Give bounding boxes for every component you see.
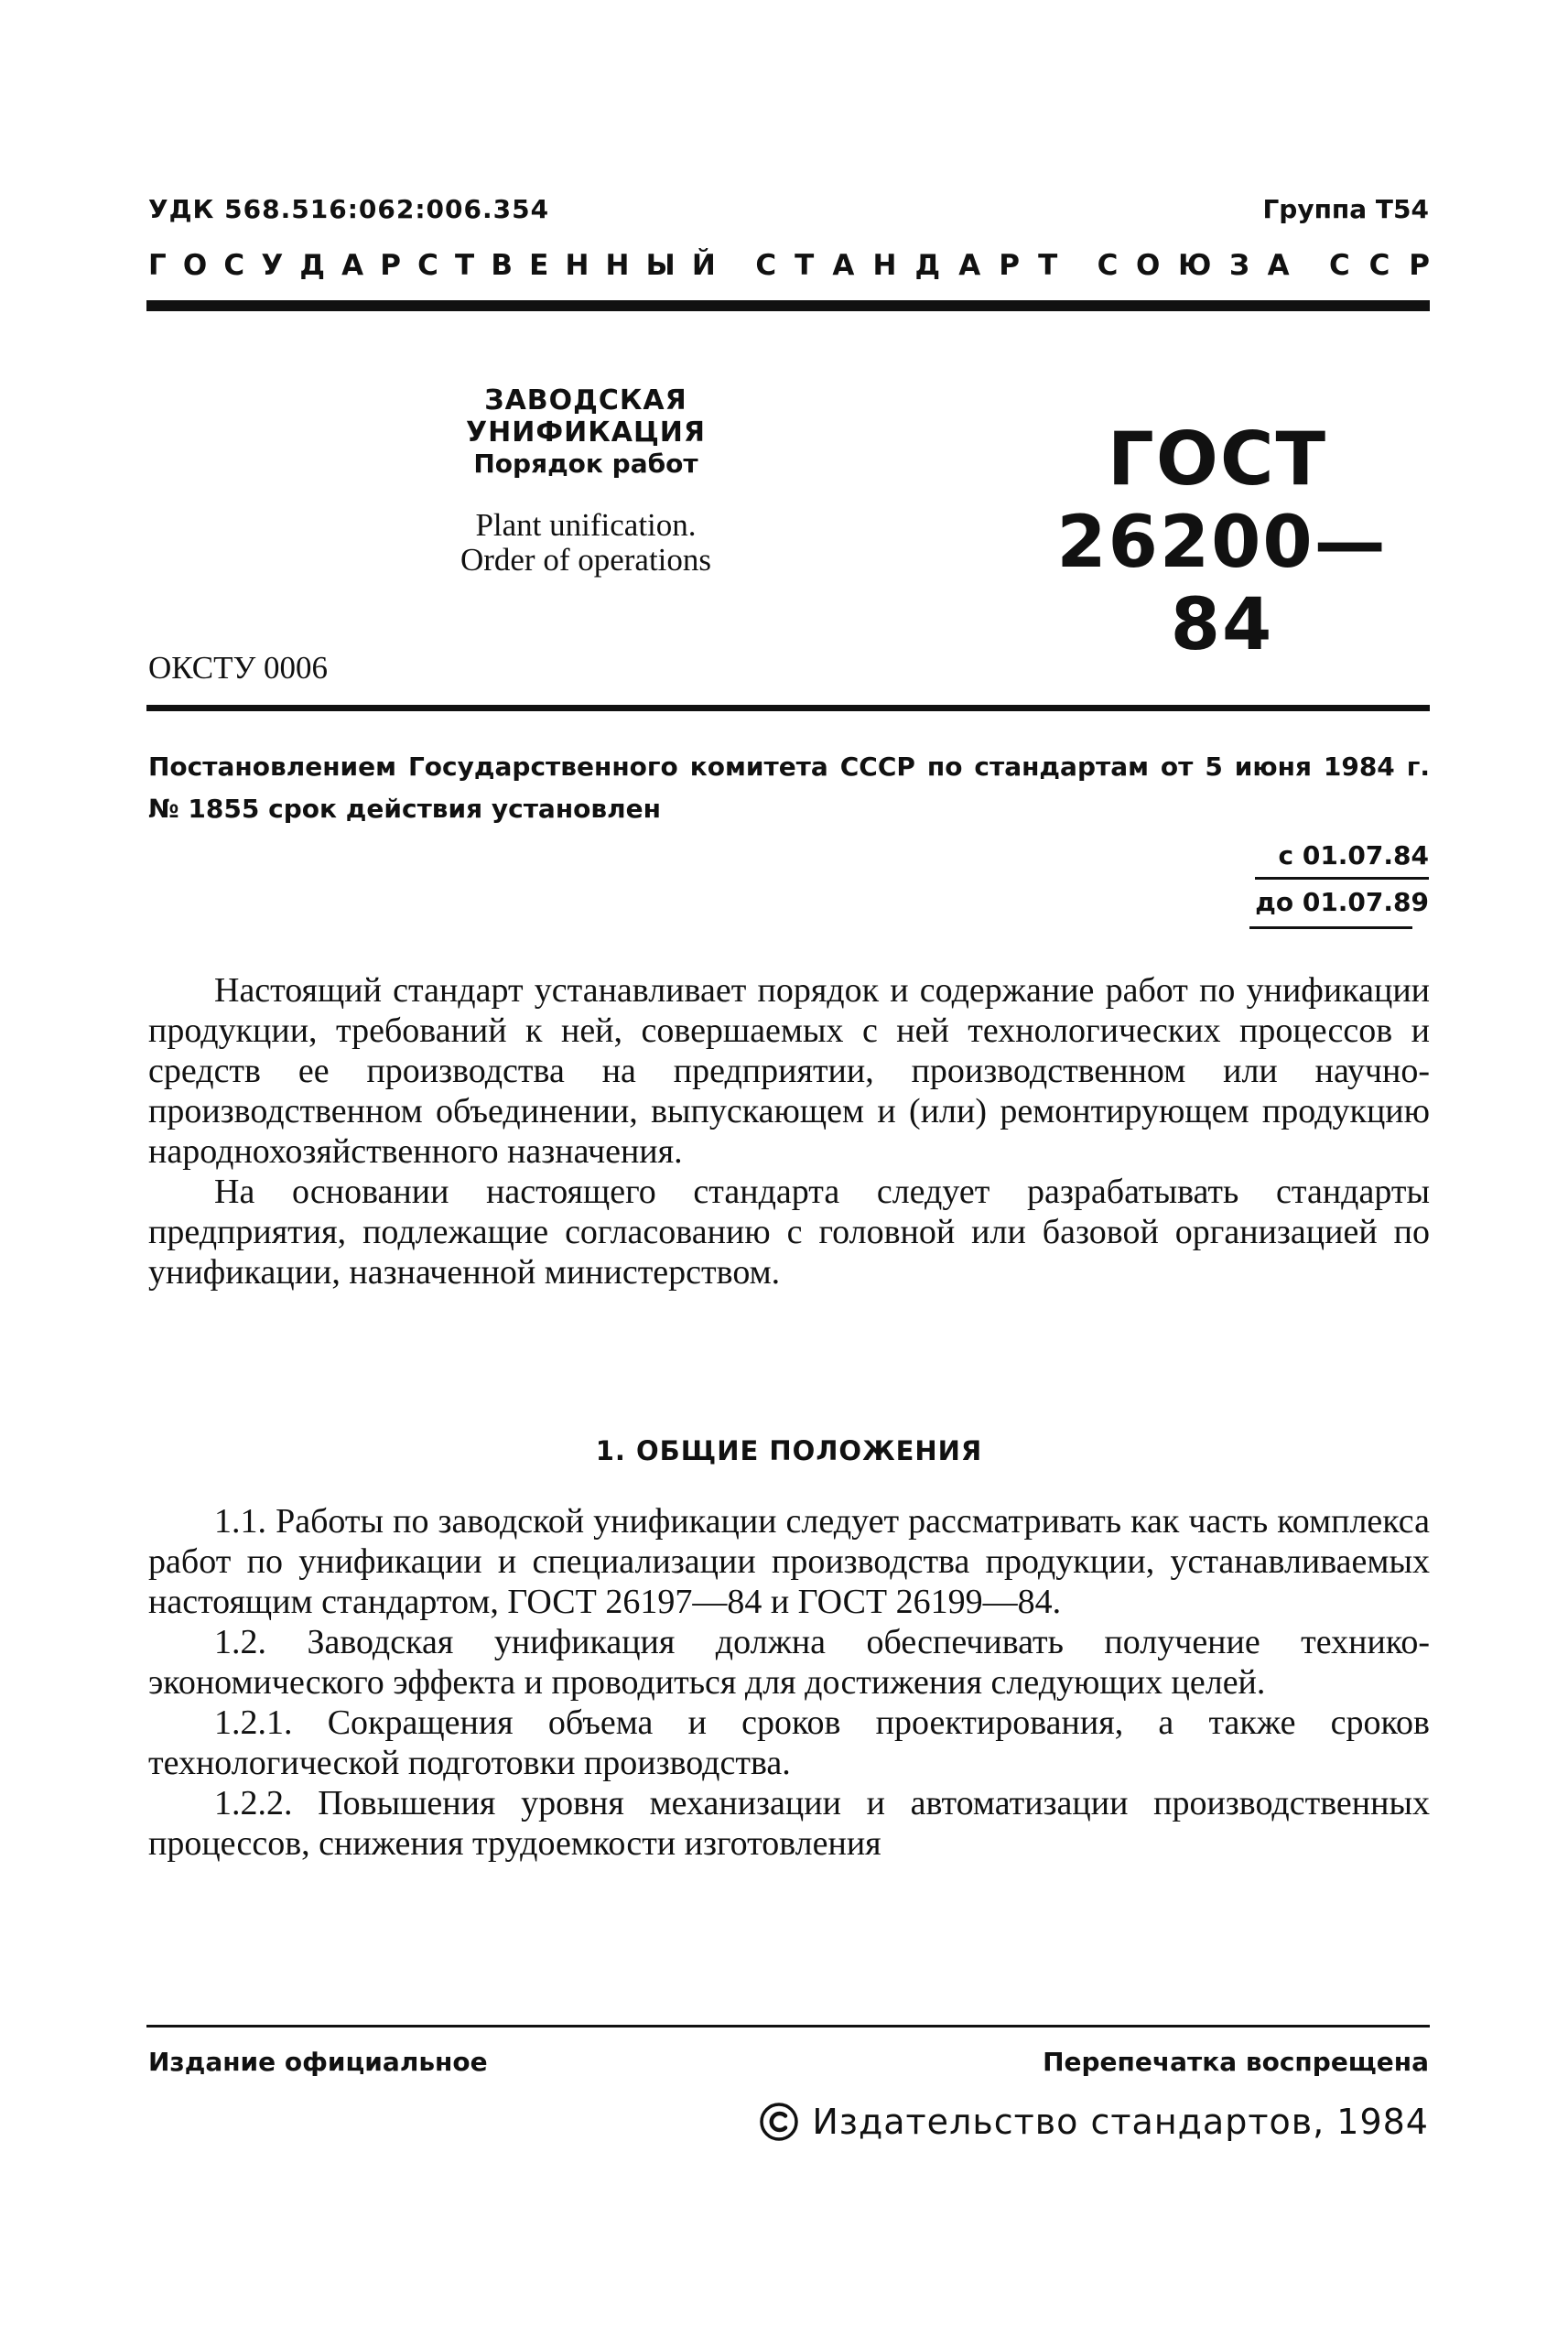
intro-section [148,970,1430,1292]
banner-letter: А [341,249,364,282]
banner-letter: С [417,249,438,282]
udk-code: УДК 568.516:062:006.354 [148,194,550,224]
document-subtitle-ru: Порядок работ [473,449,698,479]
reprint-note: Перепечатка воспрещена [1043,2047,1429,2077]
banner-letter: Ы [645,249,676,282]
banner-letter: Й [691,249,716,282]
header-divider [146,300,1430,311]
banner-letter: У [261,249,284,282]
section-paragraph: 1.2. Заводская унификация должна обеспечивать получение технико-экономического эффекта и проводиться для достижения следующих целей. [148,1623,1430,1702]
dates-underline [1249,926,1412,929]
banner-word-standard [755,249,1057,282]
footer-divider [146,2025,1430,2028]
banner-letter: С [223,249,245,282]
banner-letter: Н [605,249,630,282]
banner-word-union [1098,249,1290,282]
banner-letter: Т [455,249,475,282]
gost-number: 26200—84 [1056,502,1388,666]
banner-letter: С [1097,249,1119,282]
validity-dates [1255,835,1429,924]
group-code: Группа Т54 [1262,194,1429,224]
banner-letter: Г [148,249,167,282]
banner-letter: Ю [1178,249,1212,282]
gost-label: ГОСТ [1107,416,1328,502]
banner-letter: Т [1038,249,1058,282]
banner-letter: В [491,249,513,282]
banner-letter: Д [914,249,941,282]
copyright-line [759,2102,1429,2142]
section-paragraph: 1.1. Работы по заводской унификации следует рассматривать как часть комплекса работ по унификации и специализации производства продукции, устанавливаемых настоящим стандартом, ГОСТ 26197—84 и ГОСТ 26199—84. [148,1502,1430,1621]
banner-letter: С [1328,249,1350,282]
banner-word-state [148,249,716,282]
title-divider [146,705,1430,711]
title-en-line-1: Plant unification. [475,507,697,543]
banner-letter: Р [380,249,401,282]
banner-letter: А [1267,249,1290,282]
date-from: с 01.07.84 [1278,840,1429,871]
banner-letter: Т [795,249,815,282]
banner-letter: О [182,249,208,282]
banner-letter: О [1136,249,1161,282]
copyright-icon [759,2102,799,2142]
date-to: до 01.07.89 [1255,877,1429,924]
section-paragraph: 1.2.1. Сокращения объема и сроков проектирования, а также сроков технологической подготовки производства. [148,1703,1430,1782]
okstu-code: ОКСТУ 0006 [148,650,329,686]
document-title-ru: ЗАВОДСКАЯ УНИФИКАЦИЯ [466,384,706,449]
document-title-en [366,508,806,578]
section-paragraph: 1.2.2. Повышения уровня механизации и автоматизации производственных процессов, снижения трудоемкости изготовления [148,1784,1430,1863]
banner-letter: Н [565,249,589,282]
banner-letter: З [1229,249,1250,282]
banner-letter: Р [999,249,1021,282]
banner-letter: Н [872,249,897,282]
banner-letter: Д [299,249,325,282]
banner-letter: С [1368,249,1390,282]
copyright-text: Издательство стандартов, 1984 [812,2102,1429,2142]
banner-letter: А [832,249,855,282]
section-heading: 1. ОБЩИЕ ПОЛОЖЕНИЯ [595,1435,983,1466]
edition-note: Издание официальное [148,2047,488,2077]
decree-text: Постановлением Государственного комитета СССР по стандартам от 5 июня 1984 г. № 1855 срок действия установлен [148,752,1430,824]
section-1-body [148,1501,1430,1864]
banner-letter: Е [529,249,549,282]
standard-banner [148,249,1430,282]
banner-letter: Р [1409,249,1430,282]
title-en-line-2: Order of operations [460,542,712,578]
banner-word-ssr [1329,249,1430,282]
intro-paragraph: На основании настоящего стандарта следует разрабатывать стандарты предприятия, подлежащие согласованию с головной или базовой организацией по унификации, назначенной министерством. [148,1173,1430,1292]
banner-letter: А [958,249,981,282]
intro-paragraph: Настоящий стандарт устанавливает порядок и содержание работ по унификации продукции, требований к ней, совершаемых с ней технологических процессов и средств ее производства на предприятии, производственном или научно-производственном объединении, выпускающем и (или) ремонтирующем продукцию народнохозяйственного назначения. [148,971,1430,1171]
banner-letter: С [755,249,777,282]
